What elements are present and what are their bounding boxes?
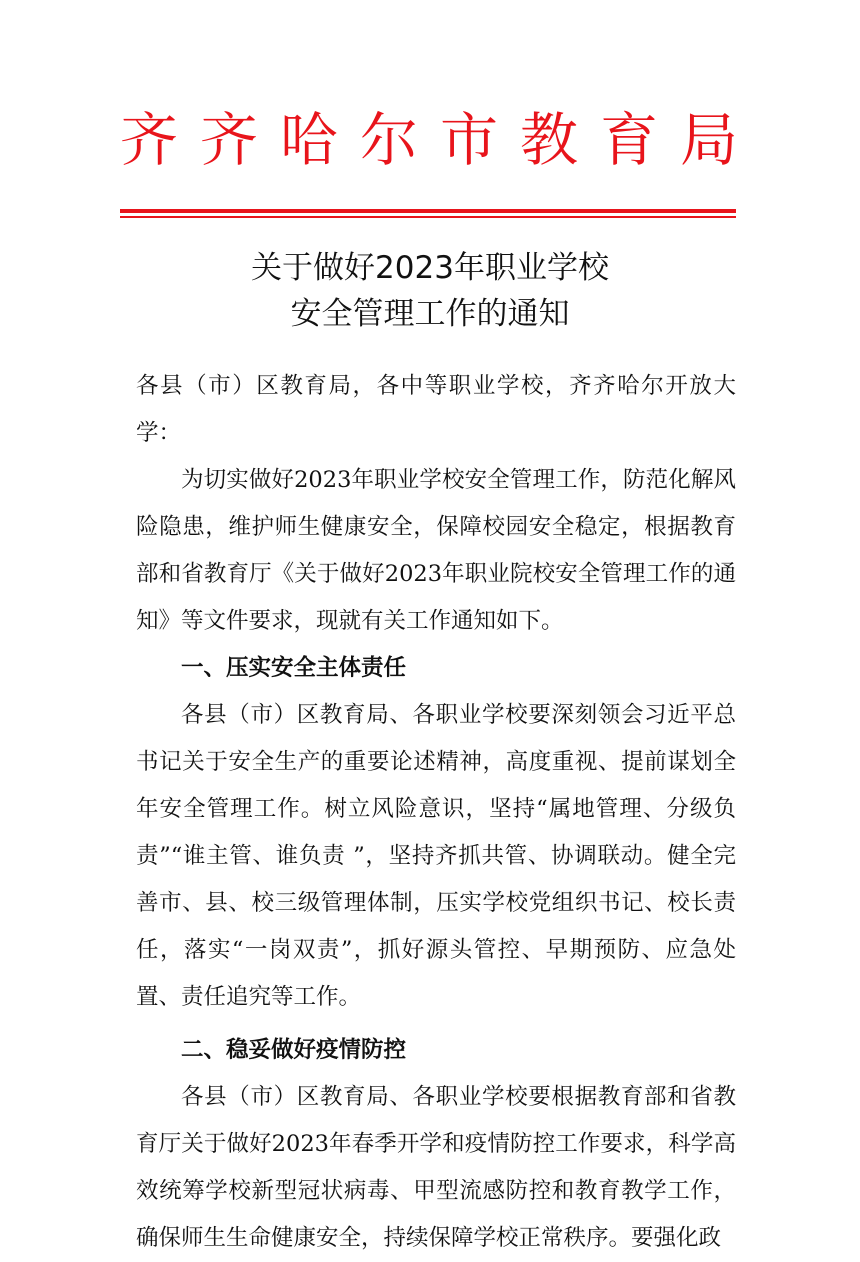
masthead-rule-thin bbox=[120, 216, 736, 218]
title-line-1: 关于做好2023年职业学校 bbox=[251, 250, 609, 286]
masthead-org-name: 齐齐哈尔市教育局 bbox=[119, 106, 760, 174]
title-line-2: 安全管理工作的通知 bbox=[290, 296, 570, 332]
document-title bbox=[0, 245, 860, 337]
masthead-rule-thick bbox=[120, 209, 736, 213]
salutation: 各县（市）区教育局，各中等职业学校，齐齐哈尔开放大学： bbox=[136, 373, 736, 446]
document-body bbox=[136, 363, 736, 1262]
section-heading-1: 一、压实安全主体责任 bbox=[181, 655, 407, 681]
section-heading-2: 二、稳妥做好疫情防控 bbox=[181, 1037, 407, 1063]
intro-paragraph: 为切实做好2023年职业学校安全管理工作，防范化解风险隐患，维护师生健康安全，保障校园安全稳定，根据教育部和省教育厅《关于做好2023年职业院校安全管理工作的通知》等文件要求，现就有关工作通知如下。 bbox=[136, 467, 736, 634]
section-paragraph-1: 各县（市）区教育局、各职业学校要深刻领会习近平总书记关于安全生产的重要论述精神，高度重视、提前谋划全年安全管理工作。树立风险意识，坚持“属地管理、分级负责”“谁主管、谁负责 ”，坚持齐抓共管、协调联动。健全完善市、县、校三级管理体制，压实学校党组织书记、校长责任，落实“一岗双责”，抓好源头管控、早期预防、应急处置、责任追究等工作。 bbox=[136, 702, 736, 1010]
section-paragraph-2: 各县（市）区教育局、各职业学校要根据教育部和省教育厅关于做好2023年春季开学和疫情防控工作要求，科学高效统筹学校新型冠状病毒、甲型流感防控和教育教学工作，确保师生生命健康安全，持续保障学校正常秩序。要强化政 bbox=[136, 1084, 736, 1251]
